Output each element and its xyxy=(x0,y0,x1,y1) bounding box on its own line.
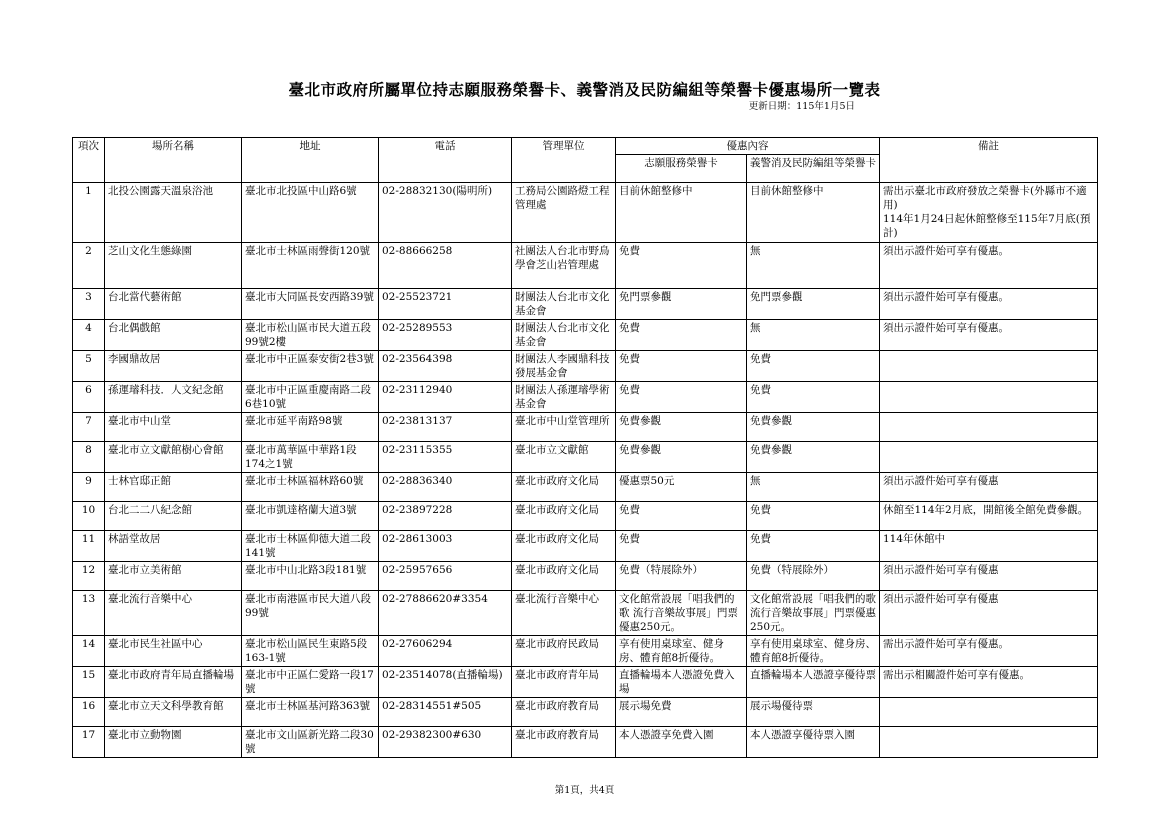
table-row xyxy=(73,502,1098,531)
cell-offer-volunteer: 免門票參觀 xyxy=(616,289,747,320)
cell-address: 臺北市大同區長安西路39號 xyxy=(242,289,379,320)
cell-no: 10 xyxy=(73,502,105,531)
cell-unit: 社團法人台北市野鳥學會芝山岩管理處 xyxy=(512,243,616,289)
cell-note: 須出示證件始可享有優惠。 xyxy=(880,320,1098,351)
cell-offer-volunteer: 免費 xyxy=(616,243,747,289)
cell-phone: 02-23514078(直播輪場) xyxy=(379,667,512,698)
cell-note: 需出示臺北市政府發放之榮譽卡(外縣市不適用) 114年1月24日起休館整修至115年7月底(預計) xyxy=(880,183,1098,243)
cell-no: 16 xyxy=(73,698,105,727)
cell-note xyxy=(880,351,1098,382)
cell-offer-police: 無 xyxy=(747,473,880,502)
cell-unit: 臺北市政府文化局 xyxy=(512,502,616,531)
cell-offer-police: 無 xyxy=(747,320,880,351)
cell-note xyxy=(880,382,1098,413)
header-name: 場所名稱 xyxy=(105,138,242,183)
cell-offer-police: 免費 xyxy=(747,531,880,562)
cell-phone: 02-28613003 xyxy=(379,531,512,562)
table-row xyxy=(73,531,1098,562)
cell-offer-volunteer: 享有使用桌球室、健身房、體育館8折優待。 xyxy=(616,636,747,667)
cell-phone: 02-27606294 xyxy=(379,636,512,667)
table-row xyxy=(73,636,1098,667)
cell-name: 林語堂故居 xyxy=(105,531,242,562)
cell-offer-police: 免門票參觀 xyxy=(747,289,880,320)
table-row xyxy=(73,562,1098,591)
cell-note xyxy=(880,442,1098,473)
table-row xyxy=(73,320,1098,351)
cell-offer-volunteer: 免費 xyxy=(616,320,747,351)
table-row xyxy=(73,183,1098,243)
cell-phone: 02-29382300#630 xyxy=(379,727,512,758)
cell-name: 台北二二八紀念館 xyxy=(105,502,242,531)
cell-note: 須出示證件始可享有優惠。 xyxy=(880,243,1098,289)
table-body xyxy=(73,183,1098,758)
cell-offer-police: 無 xyxy=(747,243,880,289)
cell-address: 臺北市中山北路3段181號 xyxy=(242,562,379,591)
table-row xyxy=(73,289,1098,320)
cell-offer-volunteer: 免費 xyxy=(616,531,747,562)
cell-offer-police: 享有使用桌球室、健身房、體育館8折優待。 xyxy=(747,636,880,667)
table-row xyxy=(73,413,1098,442)
cell-unit: 臺北市政府青年局 xyxy=(512,667,616,698)
cell-no: 6 xyxy=(73,382,105,413)
cell-no: 11 xyxy=(73,531,105,562)
cell-offer-volunteer: 免費 xyxy=(616,382,747,413)
cell-note: 須出示證件始可享有優惠 xyxy=(880,591,1098,636)
table-row xyxy=(73,727,1098,758)
cell-address: 臺北市延平南路98號 xyxy=(242,413,379,442)
cell-note xyxy=(880,413,1098,442)
cell-offer-volunteer: 優惠票50元 xyxy=(616,473,747,502)
cell-offer-police: 免費 xyxy=(747,502,880,531)
cell-name: 臺北市政府青年局直播輪場 xyxy=(105,667,242,698)
cell-offer-volunteer: 免費 xyxy=(616,502,747,531)
cell-offer-police: 本人憑證享優待票入園 xyxy=(747,727,880,758)
cell-address: 臺北市松山區民生東路5段163-1號 xyxy=(242,636,379,667)
cell-phone: 02-23112940 xyxy=(379,382,512,413)
cell-unit: 臺北市政府文化局 xyxy=(512,531,616,562)
cell-no: 1 xyxy=(73,183,105,243)
cell-name: 臺北市立美術館 xyxy=(105,562,242,591)
page-footer: 第1頁，共4頁 xyxy=(554,785,615,796)
cell-offer-police: 文化館常設展「唱我們的歌 流行音樂故事展」門票優惠250元。 xyxy=(747,591,880,636)
cell-phone: 02-23813137 xyxy=(379,413,512,442)
cell-name: 孫運璿科技．人文紀念館 xyxy=(105,382,242,413)
cell-unit: 臺北市政府教育局 xyxy=(512,698,616,727)
cell-note: 須出示證件始可享有優惠。 xyxy=(880,289,1098,320)
cell-phone: 02-25957656 xyxy=(379,562,512,591)
table-row xyxy=(73,351,1098,382)
cell-offer-volunteer: 直播輪場本人憑證免費入場 xyxy=(616,667,747,698)
cell-unit: 財團法人李國鼎科技發展基金會 xyxy=(512,351,616,382)
cell-address: 臺北市萬華區中華路1段174之1號 xyxy=(242,442,379,473)
cell-offer-police: 免費 xyxy=(747,351,880,382)
cell-unit: 臺北市政府文化局 xyxy=(512,562,616,591)
cell-name: 士林官邸正館 xyxy=(105,473,242,502)
cell-address: 臺北市南港區市民大道八段99號 xyxy=(242,591,379,636)
cell-address: 臺北市中正區泰安街2巷3號 xyxy=(242,351,379,382)
cell-offer-police: 免費（特展除外） xyxy=(747,562,880,591)
cell-offer-volunteer: 本人憑證享免費入園 xyxy=(616,727,747,758)
cell-note: 須出示證件始可享有優惠 xyxy=(880,473,1098,502)
table-row xyxy=(73,473,1098,502)
cell-offer-police: 展示場優待票 xyxy=(747,698,880,727)
cell-phone: 02-25523721 xyxy=(379,289,512,320)
cell-no: 5 xyxy=(73,351,105,382)
cell-unit: 臺北市政府文化局 xyxy=(512,473,616,502)
cell-offer-volunteer: 目前休館整修中 xyxy=(616,183,747,243)
table-row xyxy=(73,382,1098,413)
cell-name: 臺北市立動物園 xyxy=(105,727,242,758)
cell-no: 14 xyxy=(73,636,105,667)
cell-address: 臺北市凱達格蘭大道3號 xyxy=(242,502,379,531)
cell-unit: 財團法人台北市文化基金會 xyxy=(512,320,616,351)
cell-address: 臺北市中正區重慶南路二段6巷10號 xyxy=(242,382,379,413)
cell-offer-police: 直播輪場本人憑證享優待票 xyxy=(747,667,880,698)
header-note: 備註 xyxy=(880,138,1098,183)
table-row xyxy=(73,591,1098,636)
cell-offer-police: 免費參觀 xyxy=(747,442,880,473)
cell-address: 臺北市士林區仰德大道二段141號 xyxy=(242,531,379,562)
cell-address: 臺北市北投區中山路6號 xyxy=(242,183,379,243)
cell-unit: 財團法人台北市文化基金會 xyxy=(512,289,616,320)
cell-note: 需出示證件始可享有優惠。 xyxy=(880,636,1098,667)
header-offer-volunteer: 志願服務榮譽卡 xyxy=(616,155,747,183)
cell-offer-police: 免費 xyxy=(747,382,880,413)
cell-offer-volunteer: 免費（特展除外） xyxy=(616,562,747,591)
header-phone: 電話 xyxy=(379,138,512,183)
cell-phone: 02-27886620#3354 xyxy=(379,591,512,636)
cell-unit: 臺北市政府教育局 xyxy=(512,727,616,758)
cell-address: 臺北市中正區仁愛路一段17號 xyxy=(242,667,379,698)
cell-no: 17 xyxy=(73,727,105,758)
cell-offer-volunteer: 免費參觀 xyxy=(616,442,747,473)
cell-phone: 02-23115355 xyxy=(379,442,512,473)
cell-no: 12 xyxy=(73,562,105,591)
cell-phone: 02-23564398 xyxy=(379,351,512,382)
updated-date: 更新日期：115年1月5日 xyxy=(748,101,855,112)
cell-address: 臺北市松山區市民大道五段99號2樓 xyxy=(242,320,379,351)
cell-no: 2 xyxy=(73,243,105,289)
cell-unit: 工務局公園路燈工程管理處 xyxy=(512,183,616,243)
cell-note: 114年休館中 xyxy=(880,531,1098,562)
header-unit: 管理單位 xyxy=(512,138,616,183)
cell-unit: 臺北流行音樂中心 xyxy=(512,591,616,636)
cell-no: 4 xyxy=(73,320,105,351)
cell-address: 臺北市士林區福林路60號 xyxy=(242,473,379,502)
cell-offer-volunteer: 免費參觀 xyxy=(616,413,747,442)
cell-no: 13 xyxy=(73,591,105,636)
cell-unit: 臺北市政府民政局 xyxy=(512,636,616,667)
cell-name: 臺北市中山堂 xyxy=(105,413,242,442)
cell-phone: 02-23897228 xyxy=(379,502,512,531)
cell-offer-volunteer: 文化館常設展「唱我們的歌 流行音樂故事展」門票優惠250元。 xyxy=(616,591,747,636)
cell-name: 北投公園露天溫泉浴池 xyxy=(105,183,242,243)
cell-name: 臺北市立天文科學教育館 xyxy=(105,698,242,727)
cell-note: 需出示相關證件始可享有優惠。 xyxy=(880,667,1098,698)
table-row xyxy=(73,442,1098,473)
cell-note xyxy=(880,698,1098,727)
cell-offer-police: 目前休館整修中 xyxy=(747,183,880,243)
cell-address: 臺北市士林區基河路363號 xyxy=(242,698,379,727)
cell-address: 臺北市士林區雨聲街120號 xyxy=(242,243,379,289)
header-offer-police: 義警消及民防編組等榮譽卡 xyxy=(747,155,880,183)
table-row xyxy=(73,698,1098,727)
cell-note: 休館至114年2月底，開館後全館免費參觀。 xyxy=(880,502,1098,531)
cell-phone: 02-28314551#505 xyxy=(379,698,512,727)
cell-address: 臺北市文山區新光路二段30號 xyxy=(242,727,379,758)
cell-unit: 臺北市立文獻館 xyxy=(512,442,616,473)
cell-offer-volunteer: 免費 xyxy=(616,351,747,382)
cell-phone: 02-28832130(陽明所) xyxy=(379,183,512,243)
header-address: 地址 xyxy=(242,138,379,183)
cell-no: 7 xyxy=(73,413,105,442)
cell-phone: 02-28836340 xyxy=(379,473,512,502)
cell-name: 台北當代藝術館 xyxy=(105,289,242,320)
cell-name: 芝山文化生態綠園 xyxy=(105,243,242,289)
cell-name: 臺北流行音樂中心 xyxy=(105,591,242,636)
table-row xyxy=(73,243,1098,289)
cell-name: 臺北市立文獻館樹心會館 xyxy=(105,442,242,473)
cell-offer-police: 免費參觀 xyxy=(747,413,880,442)
cell-no: 3 xyxy=(73,289,105,320)
cell-phone: 02-88666258 xyxy=(379,243,512,289)
cell-name: 李國鼎故居 xyxy=(105,351,242,382)
cell-unit: 臺北市中山堂管理所 xyxy=(512,413,616,442)
cell-offer-volunteer: 展示場免費 xyxy=(616,698,747,727)
page-title: 臺北市政府所屬單位持志願服務榮譽卡、義警消及民防編組等榮譽卡優惠場所一覽表 xyxy=(288,80,881,99)
cell-no: 9 xyxy=(73,473,105,502)
venue-table xyxy=(72,137,1098,758)
cell-phone: 02-25289553 xyxy=(379,320,512,351)
header-no: 項次 xyxy=(73,138,105,183)
cell-name: 台北偶戲館 xyxy=(105,320,242,351)
table-row xyxy=(73,667,1098,698)
cell-no: 15 xyxy=(73,667,105,698)
cell-note: 須出示證件始可享有優惠 xyxy=(880,562,1098,591)
cell-name: 臺北市民生社區中心 xyxy=(105,636,242,667)
header-offer: 優惠內容 xyxy=(616,138,880,155)
cell-note xyxy=(880,727,1098,758)
cell-unit: 財團法人孫運璿學術基金會 xyxy=(512,382,616,413)
cell-no: 8 xyxy=(73,442,105,473)
